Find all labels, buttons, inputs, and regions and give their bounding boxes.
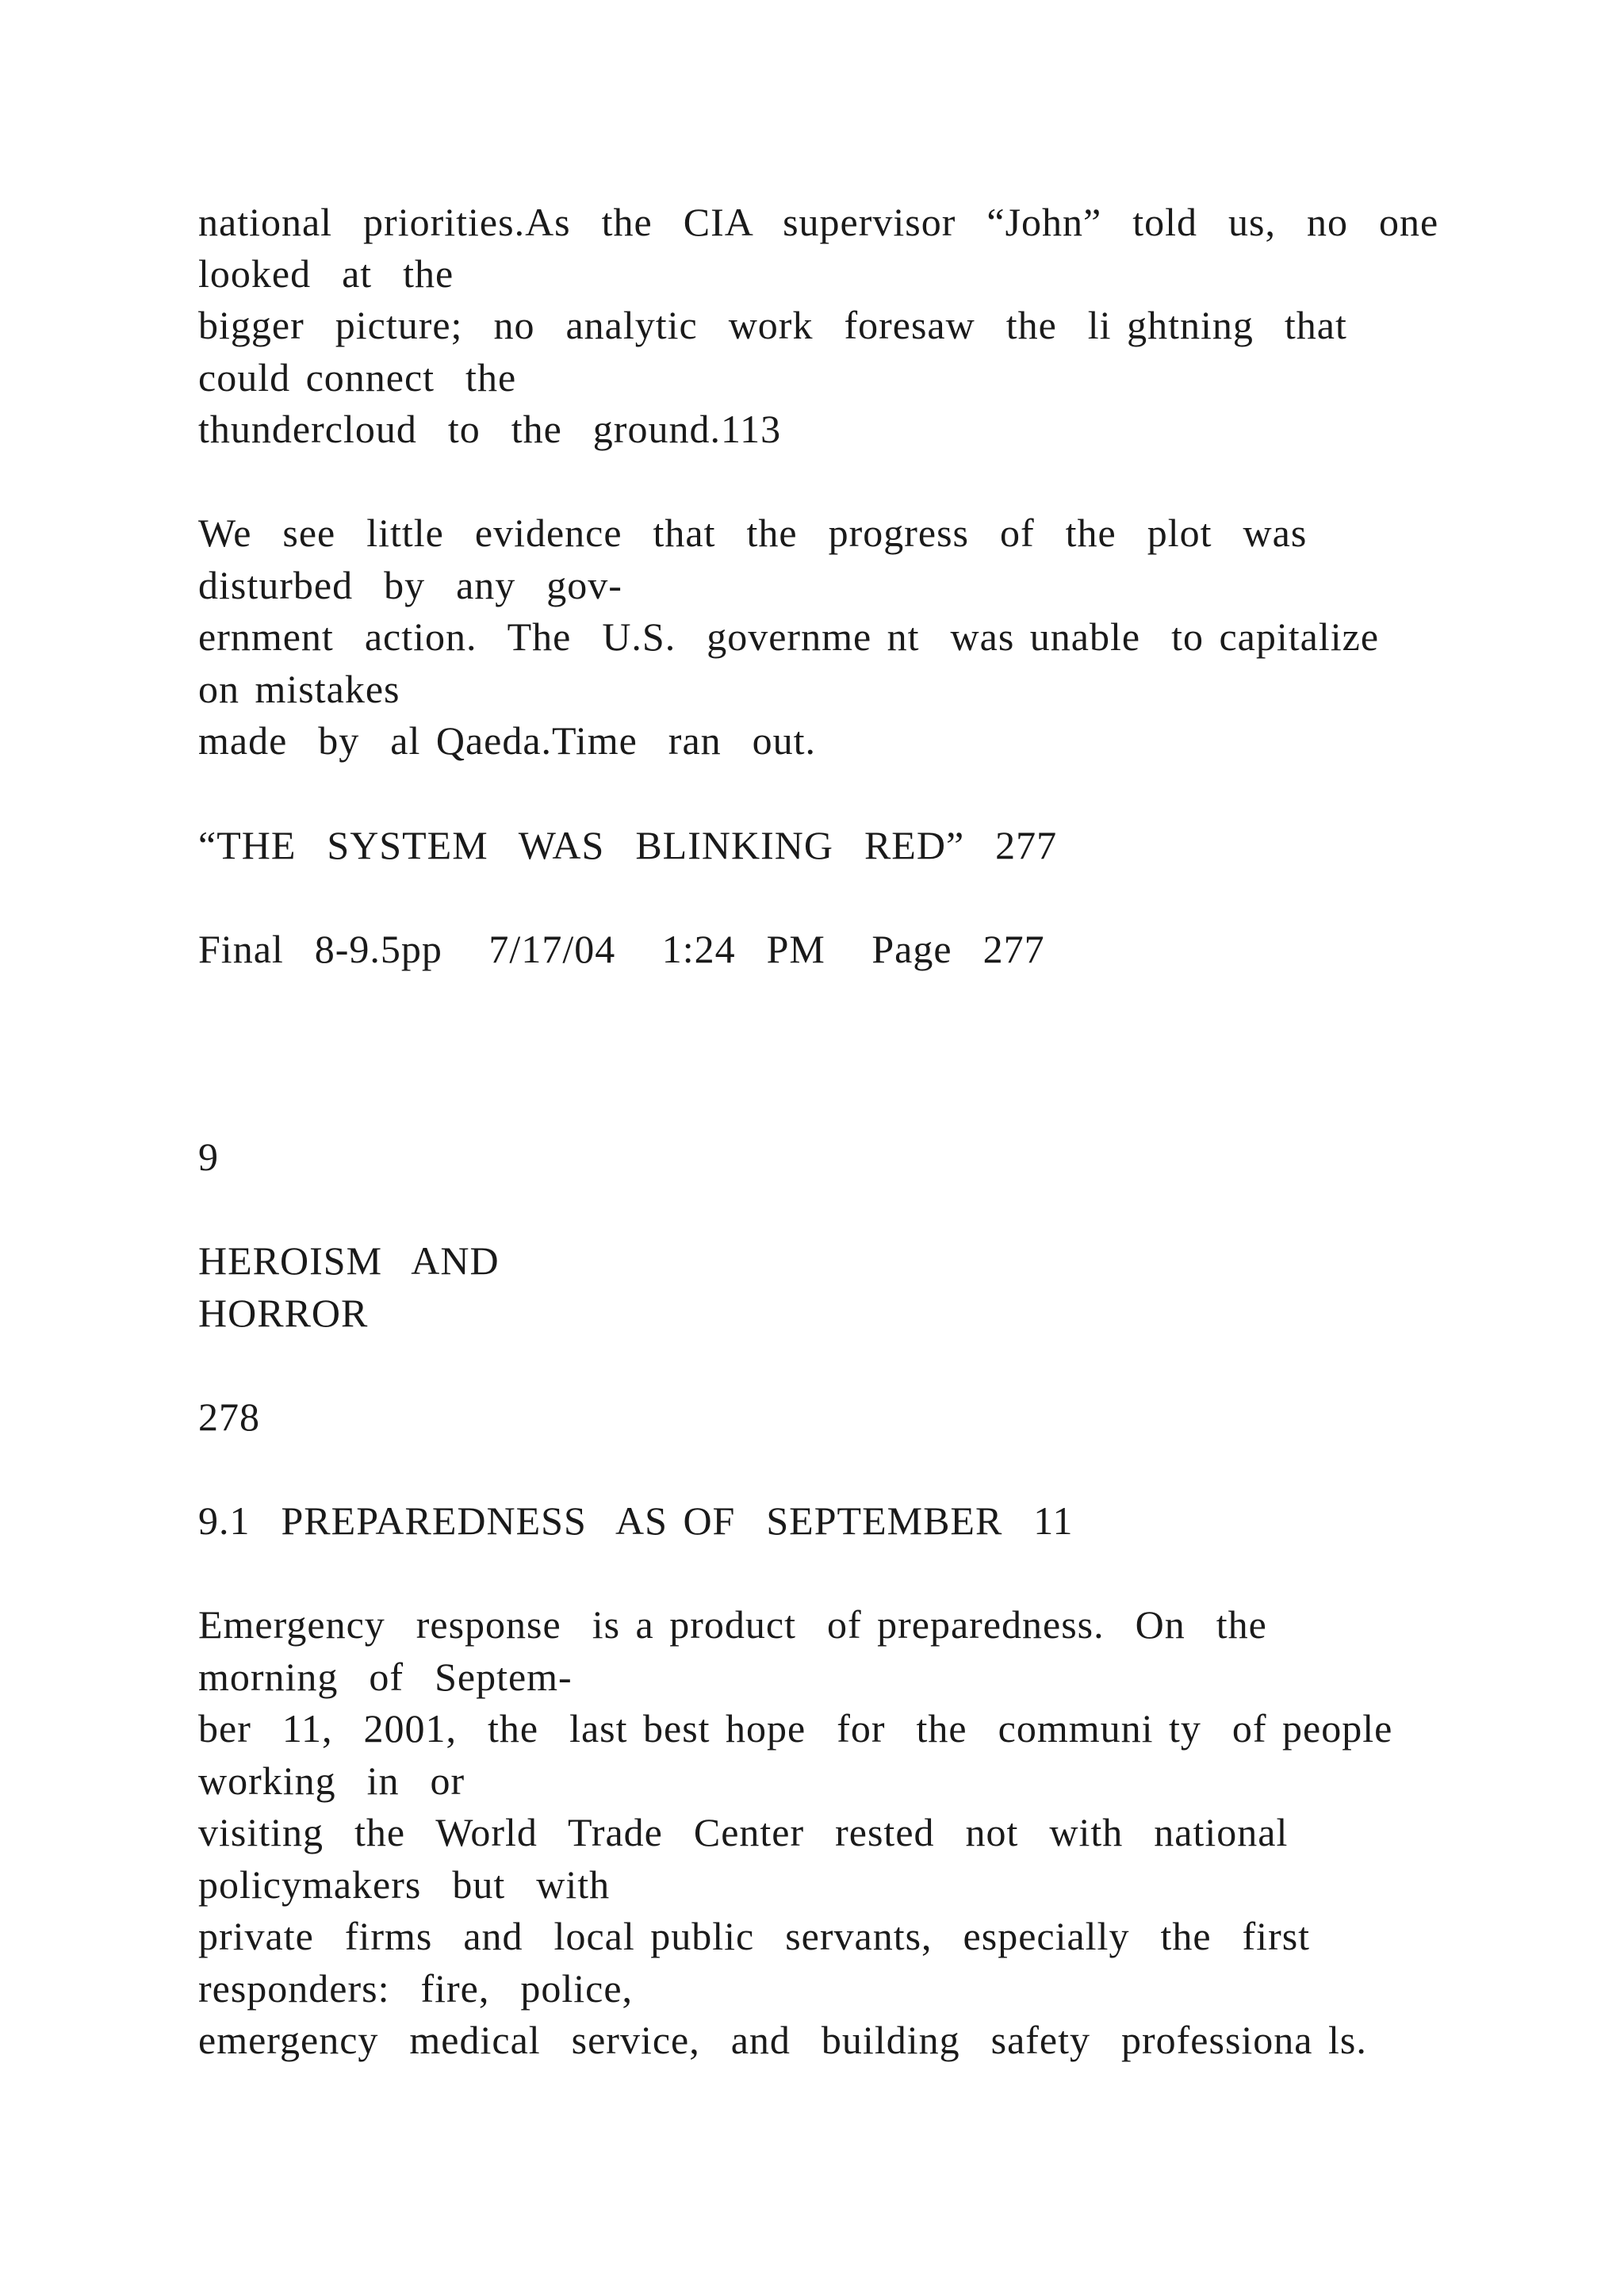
chapter-title-line: HEROISM AND [198,1238,500,1283]
body-text-line: national priorities.As the CIA supervisor “John” told us, no one [198,200,1439,244]
section-heading: 9.1 PREPAREDNESS AS OF SEPTEMBER 11 [198,1498,1074,1543]
body-text-line: responders: fire, police, [198,1966,634,2011]
chapter-title-line: HORROR [198,1291,369,1335]
body-text-line: could connect the [198,355,517,400]
body-text-line: made by al Qaeda.Time ran out. [198,718,817,763]
body-text-line: Emergency response is a product of preparedness. On the [198,1602,1267,1647]
body-text-line: We see little evidence that the progress of the plot was [198,511,1308,555]
body-text-line: bigger picture; no analytic work foresaw the li ghtning that [198,303,1347,347]
body-text-line: ernment action. The U.S. governme nt was unable to capitalize [198,614,1380,659]
body-text-line: thundercloud to the ground.113 [198,407,782,451]
page-number: 278 [198,1395,260,1439]
body-text-line: on mistakes [198,667,400,711]
body-text-line: ber 11, 2001, the last best hope for the communi ty of people [198,1706,1393,1751]
body-text-line: policymakers but with [198,1862,611,1907]
body-text-line: emergency medical service, and building safety professiona ls. [198,2018,1367,2062]
body-text-line: disturbed by any gov- [198,563,622,607]
running-title: “THE SYSTEM WAS BLINKING RED” 277 [198,823,1058,867]
body-text-line: visiting the World Trade Center rested not with national [198,1810,1289,1854]
body-text-line: private firms and local public servants, especially the first [198,1914,1311,1958]
chapter-number: 9 [198,1135,219,1179]
print-slug: Final 8-9.5pp 7/17/04 1:24 PM Page 277 [198,927,1045,971]
body-text-line: working in or [198,1758,465,1803]
body-text-line: looked at the [198,251,454,296]
body-text-line: morning of Septem- [198,1655,573,1699]
